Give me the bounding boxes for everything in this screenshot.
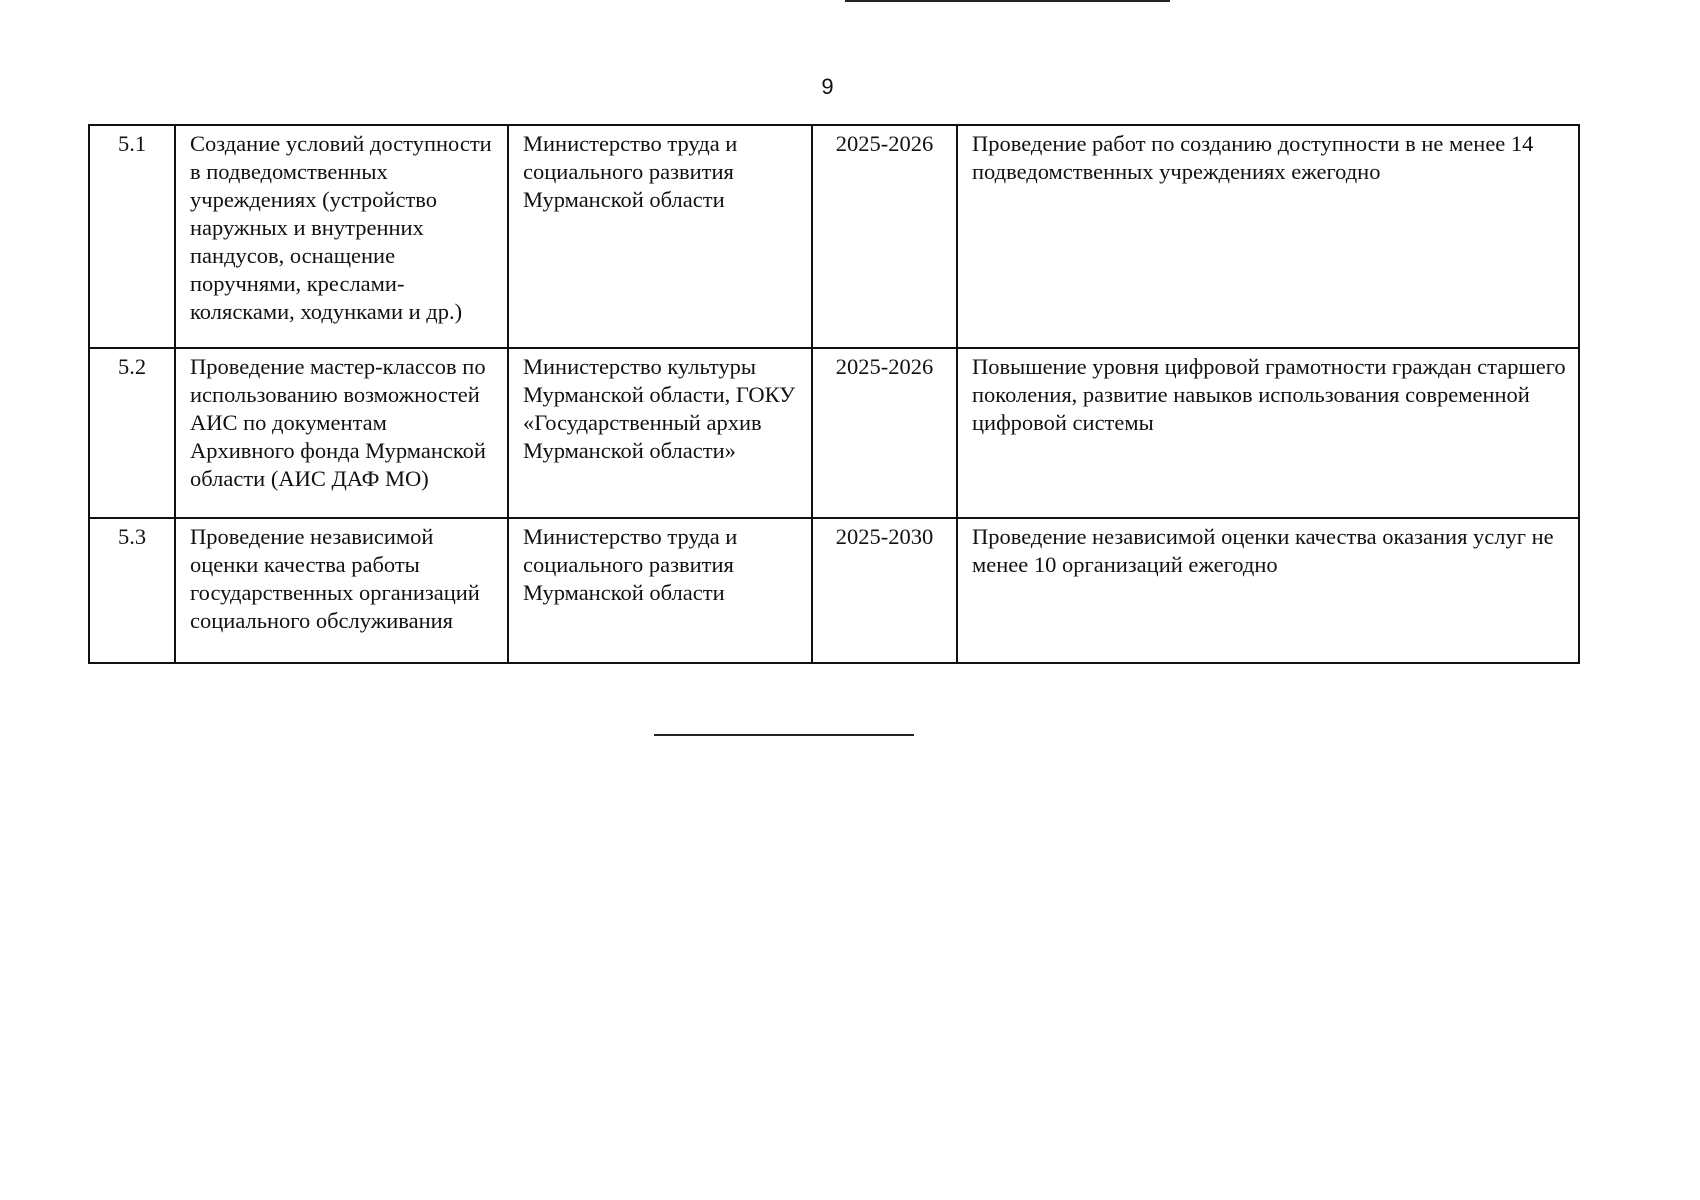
executor-cell: Министерство культуры Мурманской области, ГОКУ «Государственный архив Мурманской области»	[508, 348, 812, 518]
measure-cell: Создание условий доступности в подведомственных учреждениях (устройство наружных и внутренних пандусов, оснащение поручнями, креслами-колясками, ходунками и др.)	[175, 125, 508, 348]
measure-cell: Проведение мастер-классов по использованию возможностей АИС по документам Архивного фонда Мурманской области (АИС ДАФ МО)	[175, 348, 508, 518]
row-number: 5.3	[89, 518, 175, 663]
table-row	[89, 125, 1579, 348]
period-cell: 2025-2030	[812, 518, 957, 663]
executor-cell: Министерство труда и социального развития Мурманской области	[508, 125, 812, 348]
result-cell: Проведение независимой оценки качества оказания услуг не менее 10 организаций ежегодно	[957, 518, 1579, 663]
result-cell: Проведение работ по созданию доступности в не менее 14 подведомственных учреждениях ежегодно	[957, 125, 1579, 348]
result-cell: Повышение уровня цифровой грамотности граждан старшего поколения, развитие навыков использования современной цифровой системы	[957, 348, 1579, 518]
top-divider	[845, 0, 1170, 2]
row-number: 5.1	[89, 125, 175, 348]
end-divider	[654, 734, 914, 736]
page-number: 9	[821, 74, 834, 99]
table-row	[89, 348, 1579, 518]
period-cell: 2025-2026	[812, 125, 957, 348]
period-cell: 2025-2026	[812, 348, 957, 518]
row-number: 5.2	[89, 348, 175, 518]
measure-cell: Проведение независимой оценки качества работы государственных организаций социального обслуживания	[175, 518, 508, 663]
executor-cell: Министерство труда и социального развития Мурманской области	[508, 518, 812, 663]
table-row	[89, 518, 1579, 663]
measures-table	[88, 124, 1580, 664]
